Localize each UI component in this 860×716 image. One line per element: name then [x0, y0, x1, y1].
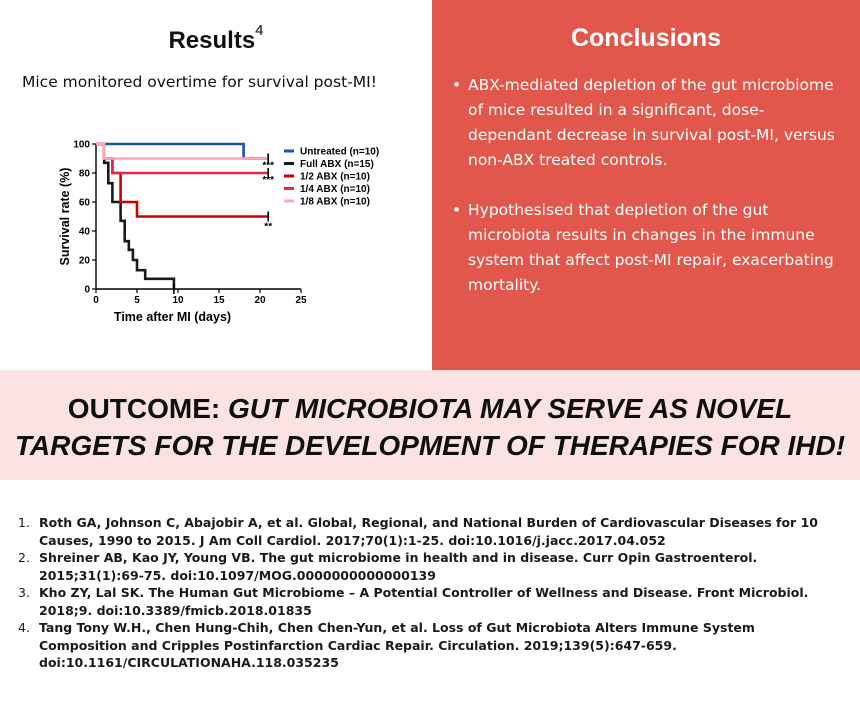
legend-label: Full ABX (n=15) — [300, 159, 374, 170]
reference-number: 1. — [18, 515, 30, 530]
reference-item — [18, 584, 838, 619]
x-tick-label: 0 — [93, 295, 99, 306]
y-tick-label: 60 — [78, 197, 90, 209]
significance-label: *** — [262, 175, 275, 186]
conclusions-title: Conclusions — [570, 24, 721, 52]
x-axis-label: Time after MI (days) — [113, 310, 232, 324]
reference-item — [18, 514, 838, 549]
series-line — [96, 144, 268, 159]
references-list — [18, 514, 838, 672]
reference-number: 2. — [18, 550, 30, 565]
legend-label: 1/8 ABX (n=10) — [300, 196, 370, 208]
x-tick-label: 20 — [254, 295, 266, 306]
reference-number: 4. — [18, 620, 30, 635]
reference-number: 3. — [18, 585, 30, 600]
reference-text: Kho ZY, Lal SK. The Human Gut Microbiome – A Potential Controller of Wellness and Disease. Front Microbiol. 2018;9. doi:10.3389/fmicb.2018.01835 — [39, 585, 809, 618]
y-tick-label: 100 — [73, 139, 90, 151]
conclusion-bullet: • ABX-mediated depletion of the gut microbiome of mice resulted in a significant, dose-dependant decrease in survival post-MI, versus non-ABX treated controls. — [452, 73, 842, 173]
legend-label: Untreated (n=10) — [300, 146, 380, 158]
reference-text: Roth GA, Johnson C, Abajobir A, et al. Global, Regional, and National Burden of Cardiovascular Diseases for 10 Causes, 1990 to 2015. J Am Coll Cardiol. 2017;70(1):1-25. doi:10.1016/j.jacc.2017.04.052 — [39, 515, 818, 548]
x-tick-label: 10 — [172, 295, 184, 306]
reference-text: Shreiner AB, Kao JY, Young VB. The gut microbiome in health and in disease. Curr Opin Gastroenterol. 2015;31(1):69-75. doi:10.1097/MOG.0000000000000139 — [39, 550, 758, 583]
results-description: Mice monitored overtime for survival post-MI! — [22, 73, 377, 91]
outcome-lead: OUTCOME: — [67, 393, 221, 424]
y-axis-label: Survival rate (%) — [58, 167, 72, 266]
results-citation: 4 — [255, 22, 264, 39]
x-tick-label: 25 — [295, 295, 307, 306]
significance-label: ** — [264, 221, 273, 233]
reference-text: Tang Tony W.H., Chen Hung-Chih, Chen Chen-Yun, et al. Loss of Gut Microbiota Alters Immune System Composition and Cripples Postinfarction Cardiac Repair. Circulation. 2019;139(5):647-659. doi:10.1161/CIRCULATIONAHA.118.035235 — [39, 620, 755, 670]
significance-label: *** — [262, 160, 275, 172]
outcome-emphasis: GUT MICROBIOTA MAY SERVE AS NOVEL TARGETS FOR THE DEVELOPMENT OF THERAPIES FOR IHD! — [14, 393, 846, 461]
y-tick-label: 80 — [78, 168, 90, 180]
legend-label: 1/4 ABX (n=10) — [300, 184, 370, 195]
results-heading — [0, 22, 432, 55]
x-tick-label: 5 — [134, 295, 140, 306]
reference-item — [18, 619, 838, 672]
legend-label: 1/2 ABX (n=10) — [300, 171, 370, 183]
outcome-text — [0, 390, 860, 464]
reference-item — [18, 549, 838, 584]
y-tick-label: 0 — [84, 284, 90, 296]
results-title: Results — [168, 27, 256, 54]
survival-chart — [52, 134, 412, 334]
y-tick-label: 20 — [78, 255, 90, 267]
x-tick-label: 15 — [213, 295, 225, 306]
conclusions-list — [452, 73, 842, 323]
y-tick-label: 40 — [78, 226, 90, 238]
outcome-banner — [0, 370, 860, 480]
conclusion-bullet: • Hypothesised that depletion of the gut microbiota results in changes in the immune system that affect post-MI repair, exacerbating mortality. — [452, 198, 842, 298]
